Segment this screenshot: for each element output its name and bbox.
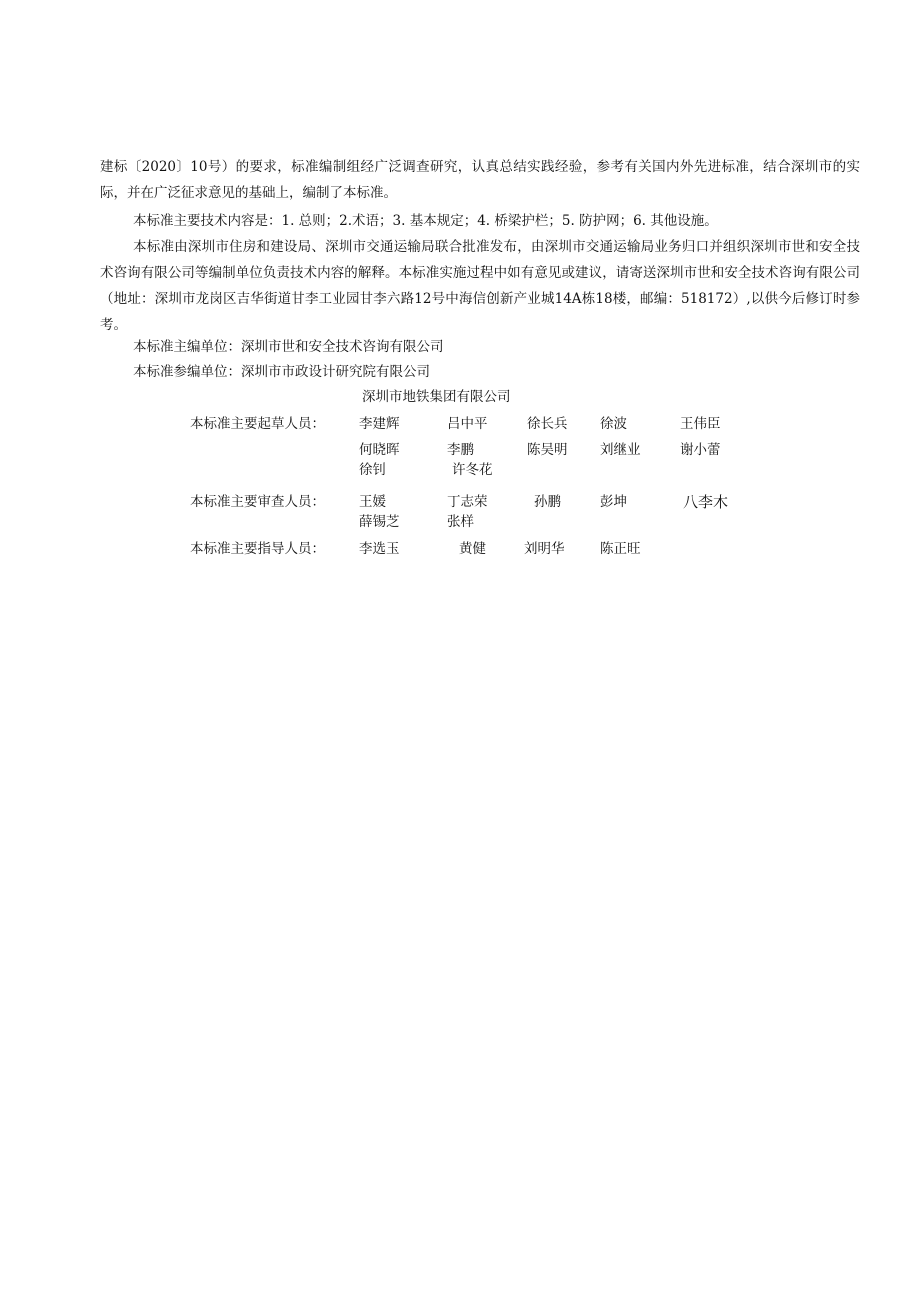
- reviewer-name: 丁志荣: [447, 494, 488, 510]
- drafters-label: 本标准主要起草人员：: [190, 416, 325, 432]
- interpretation-paragraph: 本标准由深圳市住房和建设局、深圳市交通运输局联合批准发布，由深圳市交通运输局业务归口并组织深圳市世和安全技术咨询有限公司等编制单位负责技术内容的解释。本标准实施过程中如有意见或建议，请寄送深圳市世和安全技术咨询有限公司（地址：深圳市龙岗区吉华街道甘李工业园甘李六路12号中海信创新产业城14A栋18楼，邮编：518172）,以供今后修订时参考。: [100, 239, 860, 333]
- drafter-name: 徐钊: [359, 462, 386, 478]
- co-editor-unit: 本标准参编单位：深圳市市政设计研究院有限公司: [133, 364, 430, 380]
- advisors-label: 本标准主要指导人员：: [190, 541, 325, 557]
- drafter-name: 李鹏: [447, 442, 474, 458]
- co-editor-unit-2: 深圳市地铁集团有限公司: [362, 389, 511, 405]
- drafter-name: 何晓晖: [359, 442, 400, 458]
- reviewer-name: 孙鹏: [534, 494, 561, 510]
- reviewer-name: 张样: [447, 514, 474, 530]
- advisor-name: 李选玉: [359, 541, 400, 557]
- drafter-name: 王伟臣: [680, 416, 721, 432]
- chief-editor-unit: 本标准主编单位：深圳市世和安全技术咨询有限公司: [133, 339, 444, 355]
- drafter-name: 许冬花: [452, 462, 493, 478]
- drafter-name: 徐波: [600, 416, 627, 432]
- advisor-name: 黄健: [459, 541, 486, 557]
- reviewer-name: 彭坤: [600, 494, 627, 510]
- drafter-name: 徐长兵: [527, 416, 568, 432]
- drafter-name: 李建辉: [359, 416, 400, 432]
- reviewers-label: 本标准主要审查人员：: [190, 494, 325, 510]
- drafter-name: 吕中平: [447, 416, 488, 432]
- drafter-name: 陈吴明: [527, 442, 568, 458]
- drafter-name: 刘继业: [600, 442, 641, 458]
- drafter-name: 谢小蕾: [680, 442, 721, 458]
- advisor-name: 陈正旺: [600, 541, 641, 557]
- reviewer-name: 八李木: [683, 493, 729, 511]
- technical-content-paragraph: 本标准主要技术内容是：1. 总则；2.术语；3. 基本规定；4. 桥梁护栏；5. 防护网；6. 其他设施。: [133, 213, 718, 229]
- intro-paragraph: 建标〔2020〕10号）的要求，标准编制组经广泛调查研究，认真总结实践经验，参考有关国内外先进标准，结合深圳市的实际，并在广泛征求意见的基础上，编制了本标准。: [100, 159, 860, 201]
- reviewer-name: 薛锡芝: [359, 514, 400, 530]
- reviewer-name: 王媛: [359, 494, 386, 510]
- advisor-name: 刘明华: [524, 541, 565, 557]
